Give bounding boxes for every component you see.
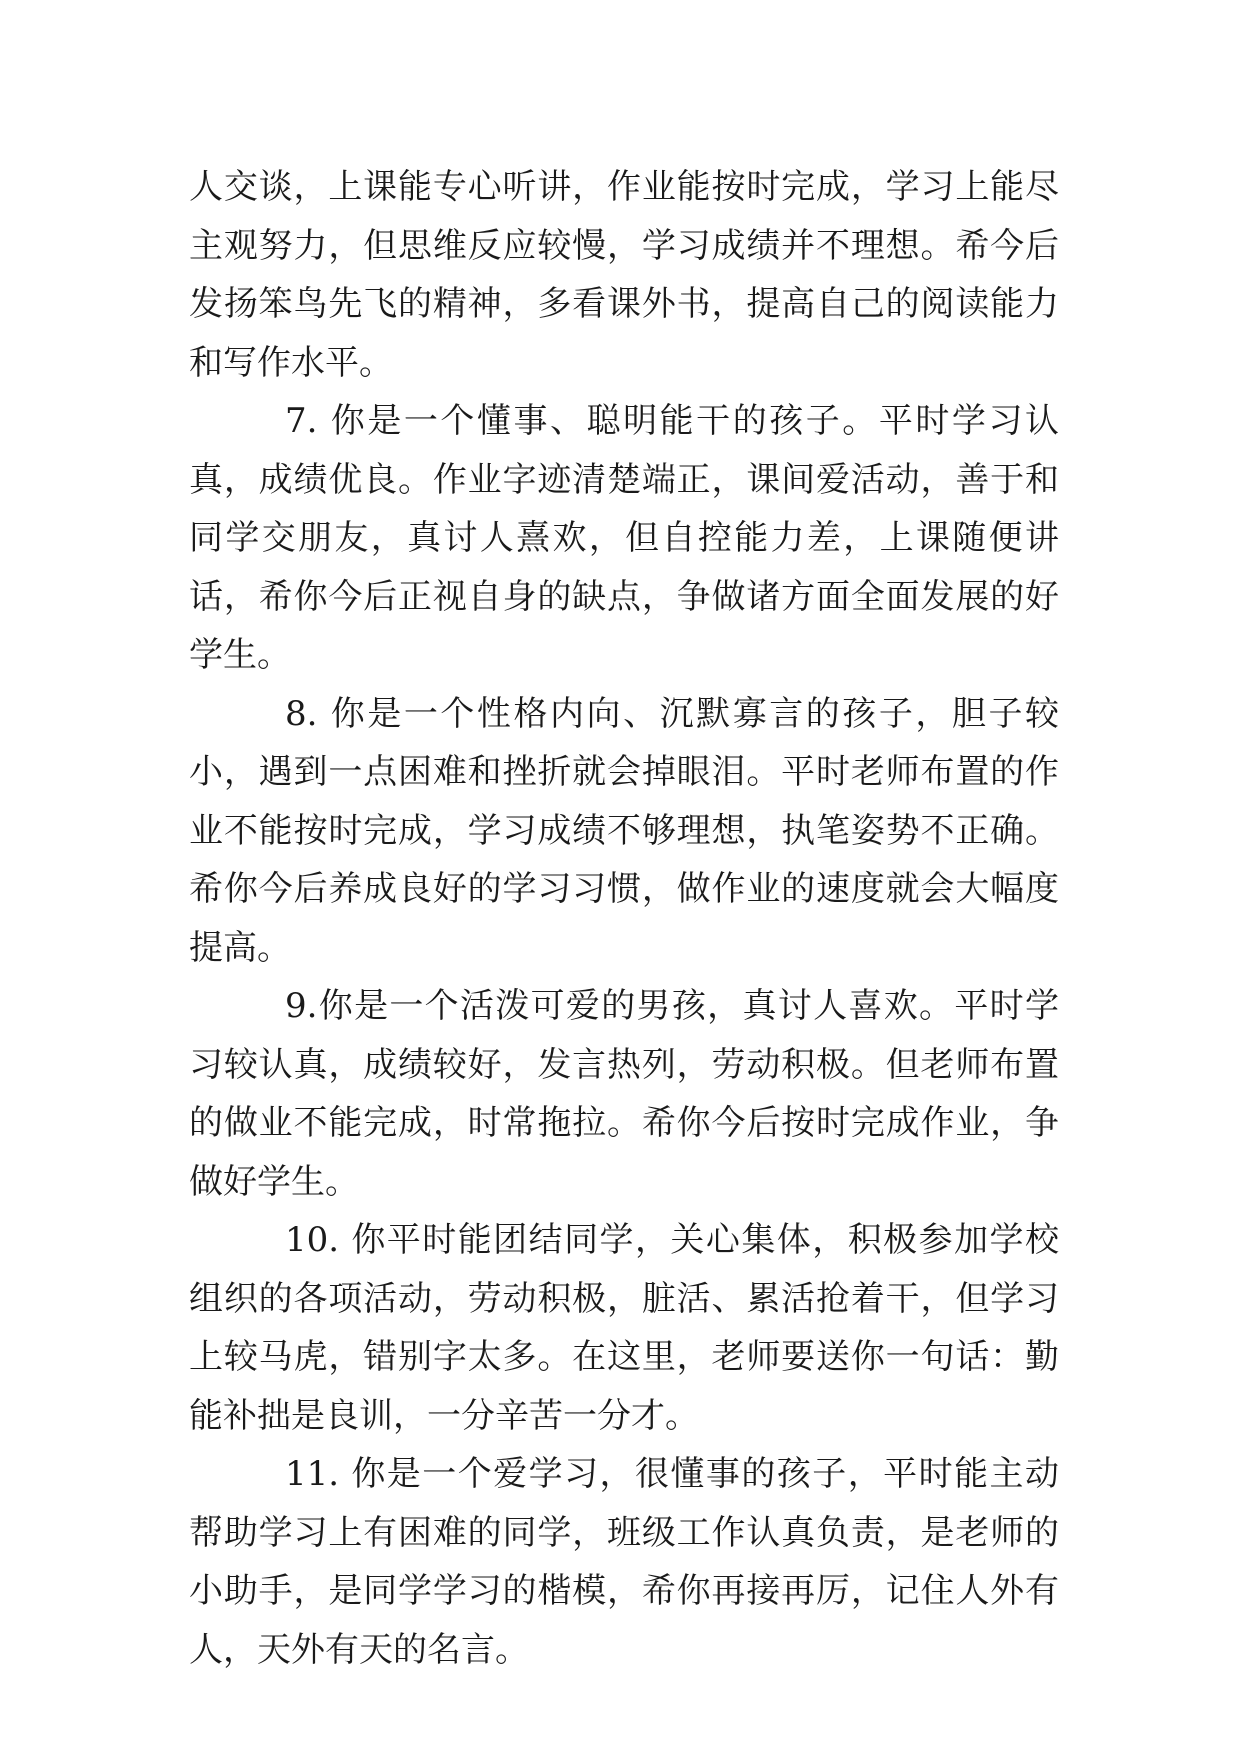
paragraph-item-8: 8. 你是一个性格内向、沉默寡言的孩子，胆子较小，遇到一点困难和挫折就会掉眼泪。平时老师布置的作业不能按时完成，学习成绩不够理想，执笔姿势不正确。希你今后养成良好的学习习惯，做作业的速度就会大幅度提高。 <box>189 693 1059 968</box>
paragraph-item-10: 10. 你平时能团结同学，关心集体，积极参加学校组织的各项活动，劳动积极，脏活、累活抢着干，但学习上较马虎，错别字太多。在这里，老师要送你一句话：勤能补拙是良训，一分辛苦一分才。 <box>189 1220 1059 1436</box>
paragraph-item-11: 11. 你是一个爱学习，很懂事的孩子，平时能主动帮助学习上有困难的同学，班级工作认真负责，是老师的小助手，是同学学习的楷模，希你再接再厉，记住人外有人，天外有天的名言。 <box>189 1454 1059 1670</box>
paragraph-continuation: 人交谈，上课能专心听讲，作业能按时完成，学习上能尽主观努力，但思维反应较慢，学习成绩并不理想。希今后发扬笨鸟先飞的精神，多看课外书，提高自己的阅读能力和写作水平。 <box>189 167 1059 383</box>
paragraph-item-7: 7. 你是一个懂事、聪明能干的孩子。平时学习认真，成绩优良。作业字迹清楚端正，课间爱活动，善于和同学交朋友，真讨人熹欢，但自控能力差，上课随便讲话，希你今后正视自身的缺点，争做诸方面全面发展的好学生。 <box>189 401 1059 675</box>
document-body <box>189 158 1059 1679</box>
paragraph-item-9: 9.你是一个活泼可爱的男孩，真讨人喜欢。平时学习较认真，成绩较好，发言热列，劳动积极。但老师布置的做业不能完成，时常拖拉。希你今后按时完成作业，争做好学生。 <box>189 986 1059 1202</box>
